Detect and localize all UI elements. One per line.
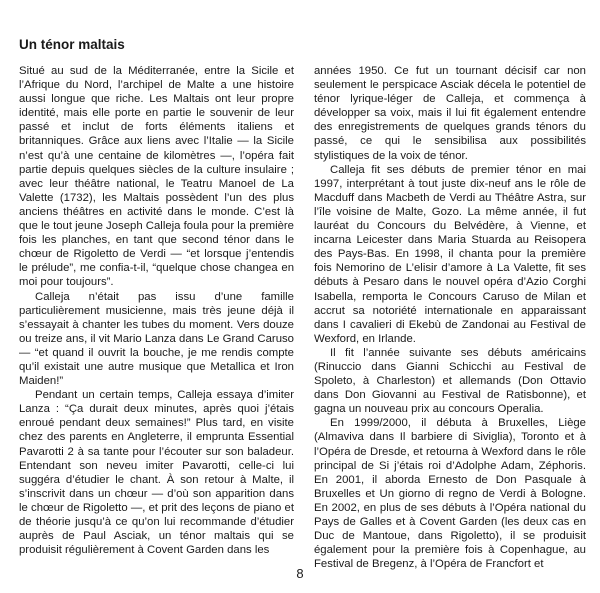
paragraph: Pendant un certain temps, Calleja essaya d’imiter Lanza : “Ça durait deux minutes, après quoi j’étais enroué pendant deux semaines!” Plus tard, en visite chez des parents en Angleterre, il emprunta Essential Pavarotti 2 à sa tante pour l’écouter sur son baladeur. Entendant son neveu imiter Pavarotti, celle-ci lui suggéra d’étudier le chant. À son retour à Malte, il s’inscrivit dans un chœur — d’où son apparition dans le chœur de Rigoletto —, et prit des leçons de piano et de théorie jusqu’à ce qu’on lui recommande d’étudier auprès de Paul Asciak, un ténor maltais qui se produisit régulièrement à Covent Garden dans les [19, 389, 294, 557]
paragraph: Calleja fit ses débuts de premier ténor en mai 1997, interprétant à tout juste dix-neuf ans le rôle de Macduff dans Macbeth de Verdi au Théâtre Astra, sur l’île voisine de Malte, Gozo. La même année, il fut lauréat du Concours du Belvédère, à Vienne, et incarna Leicester dans Maria Stuarda au Reisopera des Pays-Bas. En 1998, il chanta pour la première fois Nemorino de L’elisir d’amore à La Valette, fit ses débuts à Pesaro dans le nouvel opéra d’Azio Corghi Isabella, remporta le Concours Caruso de Milan et accrut sa notoriété internationale en apparaissant dans I cavalieri di Ekebù de Zandonai au Festival de Wexford, en Irlande. [314, 163, 586, 345]
paragraph: En 1999/2000, il débuta à Bruxelles, Liège (Almaviva dans Il barbiere di Siviglia), Toronto et à l’Opéra de Dresde, et retourna à Wexford dans le rôle principal de Si j’étais roi d’Adolphe Adam, Zéphoris. En 2001, il aborda Ernesto de Don Pasquale à Bruxelles et Un giorno di regno de Verdi à Bologne. En 2002, en plus de ses débuts à l’Opéra national du Pays de Galles et à Covent Garden (les deux cas en Duc de Mantoue, dans Rigoletto), il se produisit également pour la première fois à Copenhague, au Festival de Bregenz, à l’Opéra de Francfort et [314, 417, 586, 571]
right-column [314, 64, 586, 571]
left-column [19, 64, 294, 557]
section-heading: Un ténor maltais [19, 37, 125, 52]
paragraph: Il fit l’année suivante ses débuts américains (Rinuccio dans Gianni Schicchi au Festival de Spoleto, à Charleston) et allemands (Don Ottavio dans Don Giovanni au Festival de Ratisbonne), et gagna un nouveau prix au concours Operalia. [314, 346, 586, 416]
page-number: 8 [296, 566, 304, 581]
paragraph: Situé au sud de la Méditerranée, entre la Sicile et l’Afrique du Nord, l’archipel de Malte a une histoire aussi longue que riche. Les Maltais ont leur propre identité, mais elle porte en partie le souvenir de leur passé et inclut de forts éléments italiens et britanniques. Grâce aux liens avec l’Italie — la Sicile n’est qu’à une centaine de kilomètres —, l’opéra fait partie depuis quelques siècles de la culture insulaire ; avec leur théâtre national, le Teatru Manoel de La Valette (1732), les Maltais possèdent l’un des plus anciens théâtres en activité dans le monde. C’est là que le tout jeune Joseph Calleja foula pour la première fois les planches, en tant que second ténor dans le chœur de Rigoletto de Verdi — “et lorsque j’entendis le prélude”, me confia-t-il, “quelque chose changea en moi pour toujours”. [19, 65, 294, 289]
paragraph: années 1950. Ce fut un tournant décisif car non seulement le perspicace Asciak décela le potentiel de ténor lyrique-léger de Calleja, et commença à développer sa voix, mais il lui fit également entendre des enregistrements de quelques grands ténors du passé, ce qui le sensibilisa aux possibilités stylistiques de la voix de ténor. [314, 65, 586, 162]
paragraph: Calleja n’était pas issu d’une famille particulièrement musicienne, mais très jeune déjà il s’essayait à chanter les tubes du moment. Vers douze ou treize ans, il vit Mario Lanza dans Le Grand Caruso — “et quand il ouvrit la bouche, je me rendis compte qu’il existait une autre musique que Metallica et Iron Maiden!” [19, 290, 294, 388]
